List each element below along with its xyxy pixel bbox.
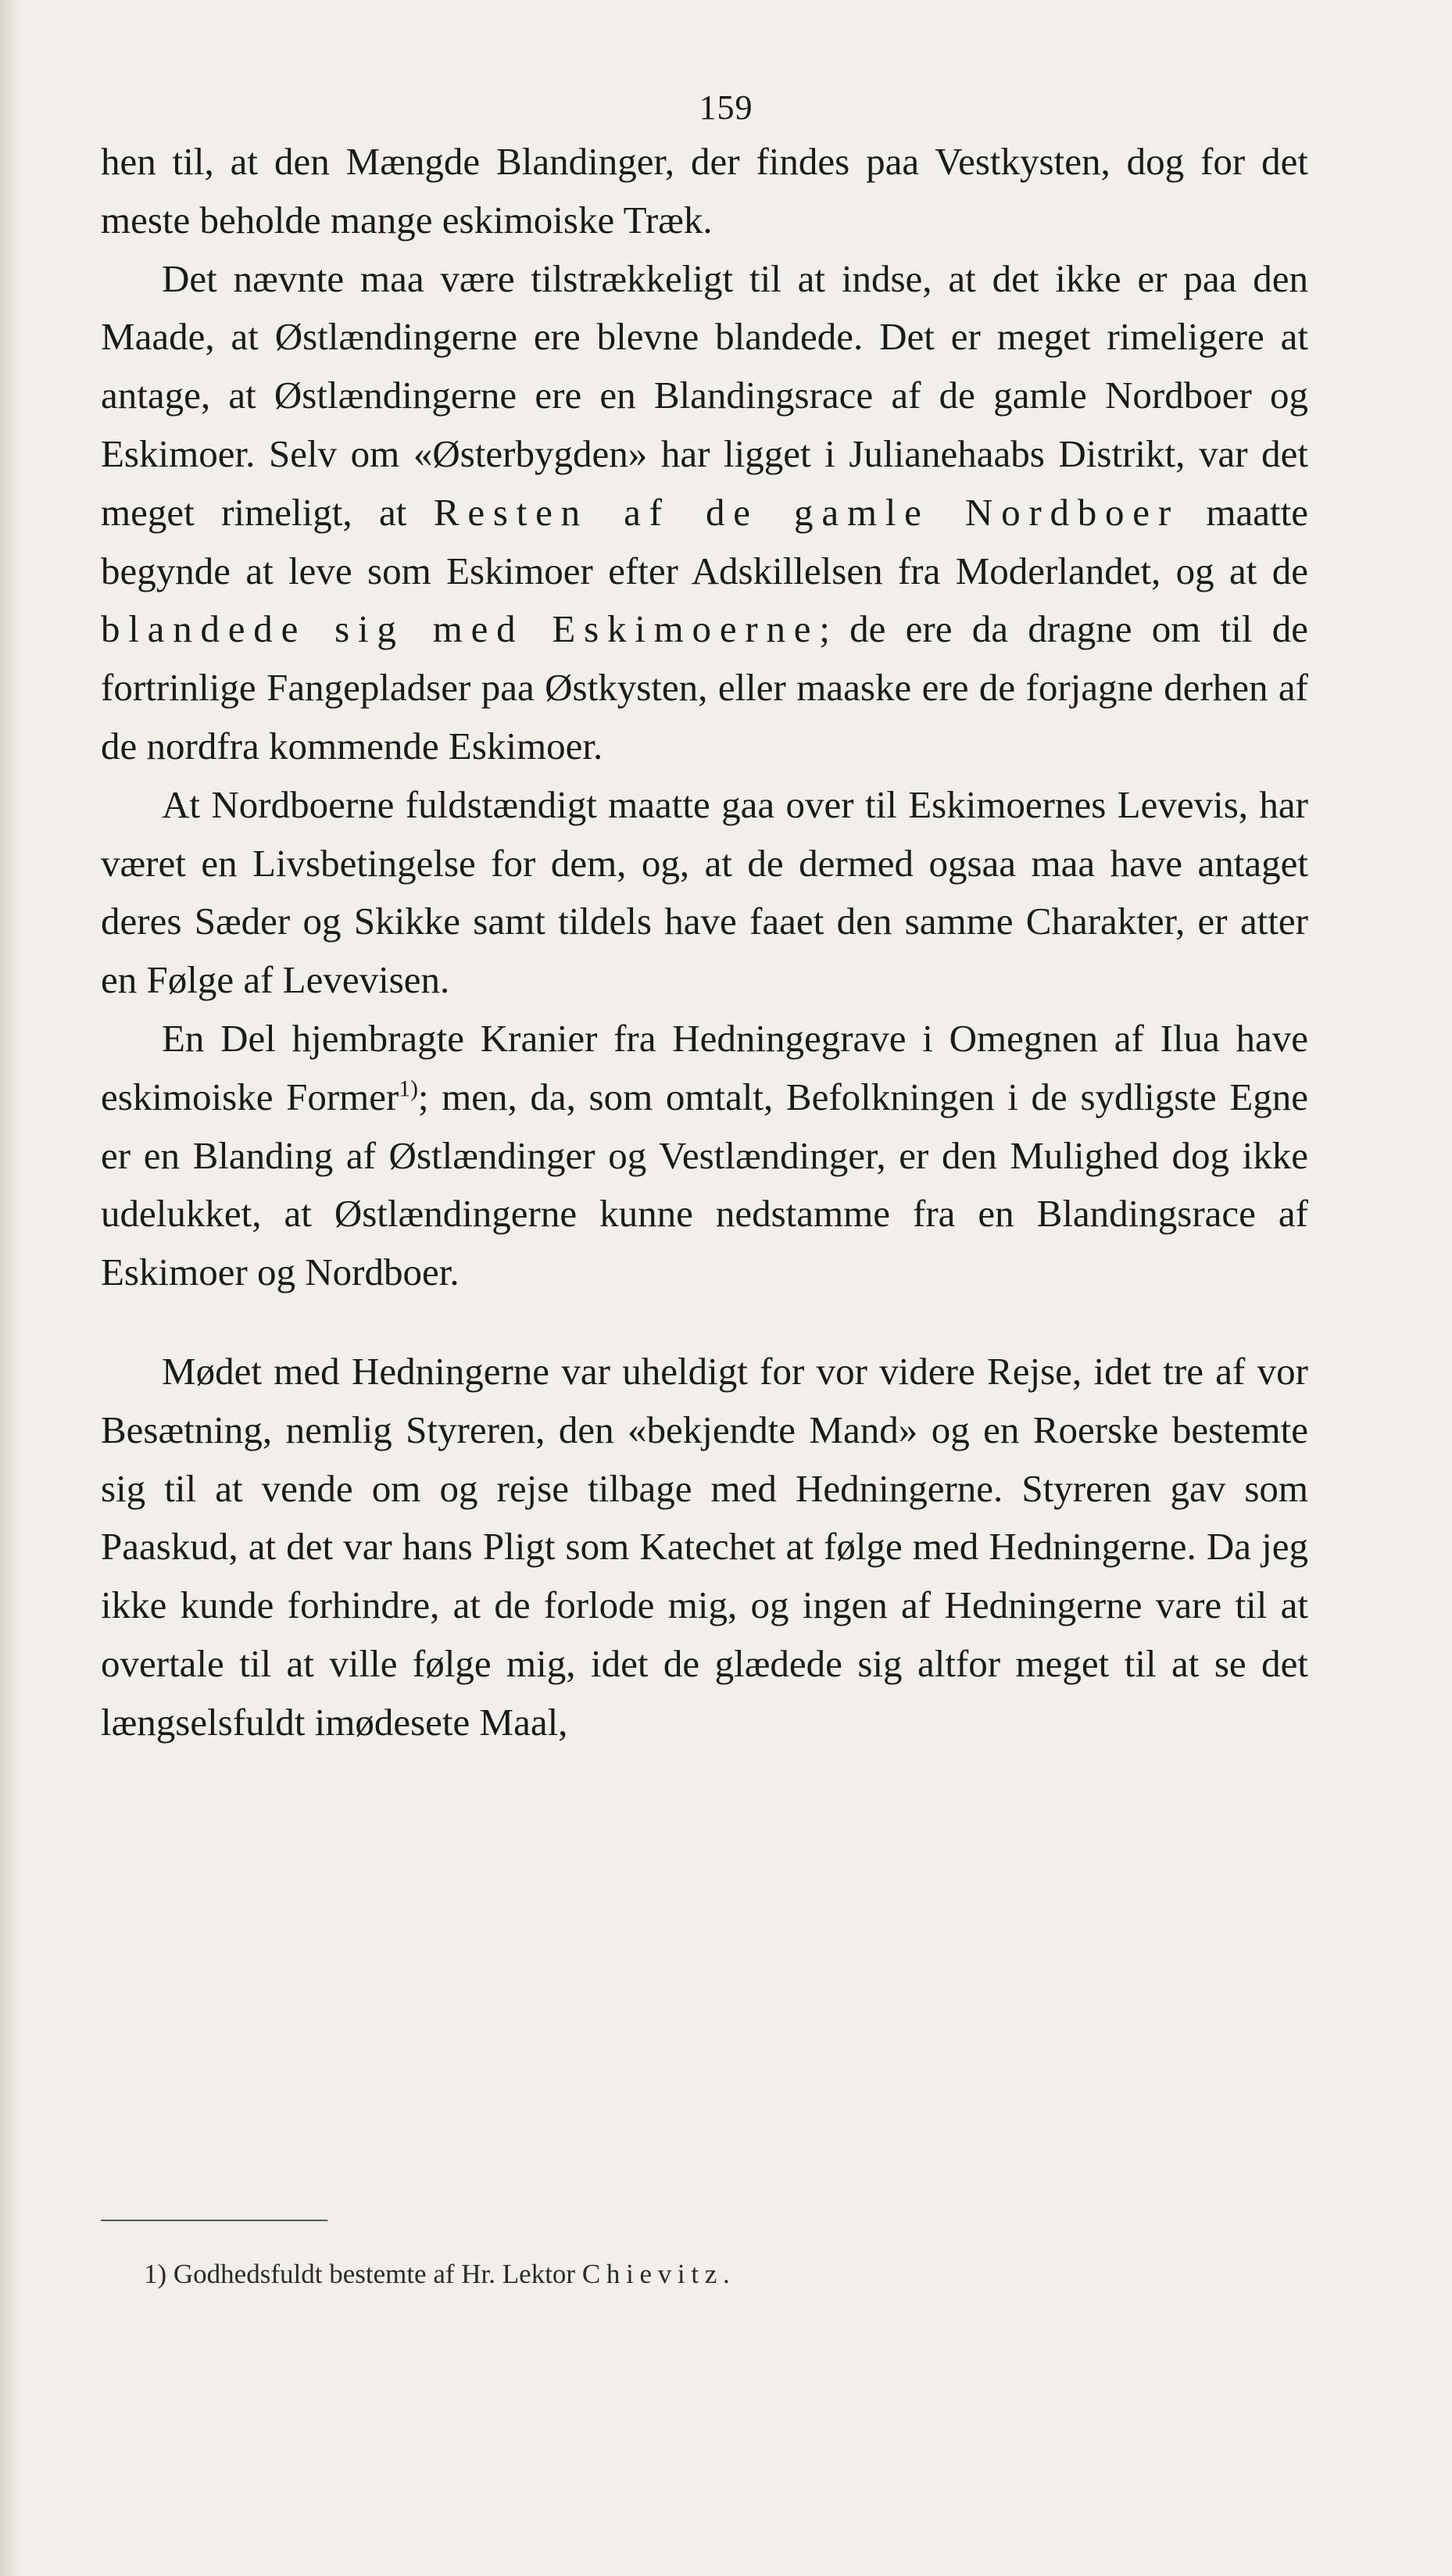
paragraph-moedet <box>101 1343 1308 1752</box>
footnote-marker: 1) <box>144 2259 167 2289</box>
footnote <box>144 2257 1238 2292</box>
footnote-text: Godhedsfuldt bestemte af Hr. Lektor <box>166 2259 582 2289</box>
spaced-emphasis: blandede sig med Eskimoerne <box>101 607 820 651</box>
footnote-text-end: . <box>723 2259 730 2289</box>
page-edge-shadow <box>0 0 20 2576</box>
paragraph-continuation <box>101 133 1308 250</box>
paragraph-text: maatte begynde at leve som Eskimoer efter Adskillelsen fra Moderlandet, og at de <box>101 490 1308 592</box>
paragraph-text: En Del hjembragte Kranier fra Hedningegrave i Omegnen af Ilua have eskimoiske Former <box>101 1016 1308 1118</box>
paragraph-text: ; de ere da dragne om til de fortrinlige Fangepladser paa Østkysten, eller maaske ere de forjagne derhen af de nordfra kommende Eskimoer. <box>101 607 1308 767</box>
paragraph-text: Det nævnte maa være tilstrækkeligt til at indse, at det ikke er paa den Maade, at Østlændingerne ere blevne blandede. Det er meget rimeligere at antage, at Østlændingerne ere en Blandingsrace af de gamle Nordboer og Eskimoer. Selv om «Østerbygden» har ligget i Julianehaabs Distrikt, var det meget rimeligt, at <box>101 256 1308 534</box>
paragraph-text: Mødet med Hedningerne var uheldigt for vor videre Rejse, idet tre af vor Besætning, nemlig Styreren, den «bekjendte Mand» og en Roerske bestemte sig til at vende om og rejse tilbage med Hedningerne. Styreren gav som Paaskud, at det var hans Pligt som Katechet at følge med Hedningerne. Da jeg ikke kunde forhindre, at de forlode mig, og ingen af Hedningerne vare til at overtale til at ville følge mig, idet de glædede sig altfor meget til at se det længselsfuldt imødesete Maal, <box>101 1349 1308 1744</box>
page-number: 159 <box>699 88 753 127</box>
paragraph-text: At Nordboerne fuldstændigt maatte gaa over til Eskimoernes Levevis, har været en Livsbetingelse for dem, og, at de dermed ogsaa maa have antaget deres Sæder og Skikke samt tildels have faaet den samme Charakter, er atter en Følge af Levevisen. <box>101 782 1308 1002</box>
paragraph-kranier <box>101 1010 1308 1302</box>
paragraph-levevis <box>101 776 1308 1010</box>
footnote-divider <box>101 2220 327 2221</box>
body-text <box>101 133 1308 1752</box>
paragraph-text: hen til, at den Mængde Blandinger, der findes paa Vestkysten, dog for det meste beholde mange eskimoiske Træk. <box>101 140 1308 242</box>
footnote-author-name: Chievitz <box>581 2259 724 2289</box>
spaced-emphasis: Resten af de gamle Nordboer <box>433 490 1179 534</box>
paragraph-blending <box>101 250 1308 776</box>
footnote-reference[interactable]: 1) <box>399 1076 418 1102</box>
paragraph-text: ; men, da, som omtalt, Befolkningen i de sydligste Egne er en Blanding af Østlændinger og Vestlændinger, er den Mulighed dog ikke udelukket, at Østlændingerne kunne nedstamme fra en Blandingsrace af Eskimoer og Nordboer. <box>101 1075 1308 1294</box>
